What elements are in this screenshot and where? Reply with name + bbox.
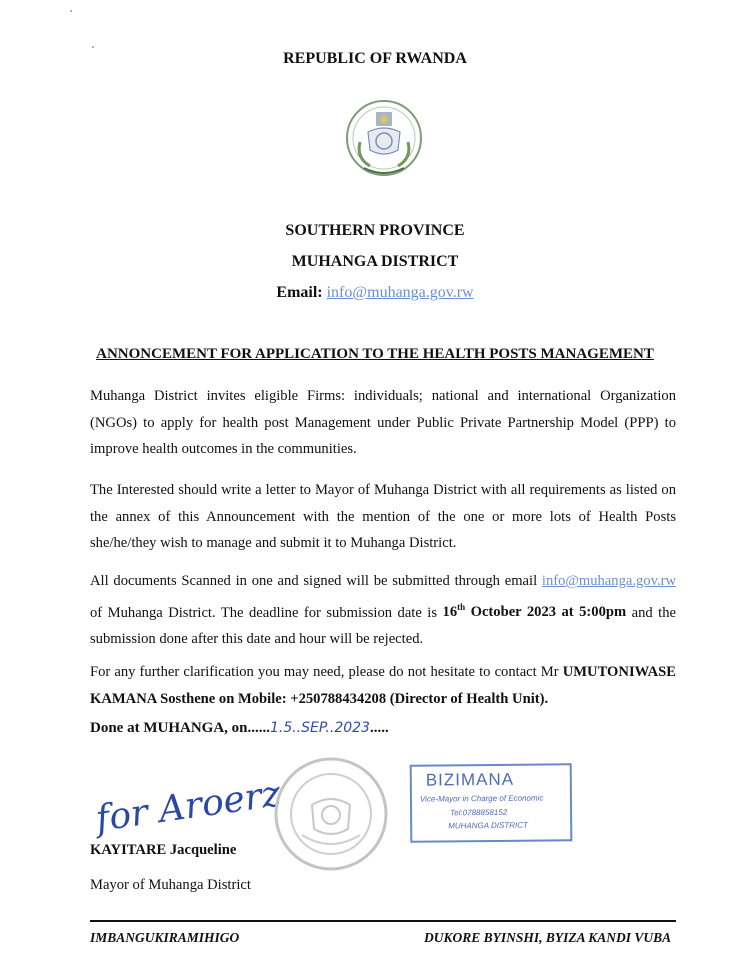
paragraph-contact [90, 659, 676, 712]
paragraph-invitation: Muhanga District invites eligible Firms: individuals; national and international Organization (NGOs) to apply for health post Management under Public Private Partnership Model (PPP) to improve health outcomes in the communities. [90, 388, 676, 457]
email-link[interactable]: info@muhanga.gov.rw [326, 284, 474, 301]
submission-email-link[interactable]: info@muhanga.gov.rw [541, 573, 676, 589]
scan-speck [92, 46, 94, 48]
footer-motto-left: IMBANGUKIRAMIHIGO [90, 930, 240, 945]
deadline: 16th October 2023 at 5:00pm [442, 602, 627, 621]
paragraph-submission [90, 568, 676, 652]
stamp-district: MUHANGA DISTRICT [448, 820, 528, 831]
district-title: MUHANGA DISTRICT [291, 253, 459, 270]
stamp-name: BIZIMANA [425, 769, 515, 790]
contact-person: UMUTONIWASE KAMANA Sosthene on Mobile: +250788434208 (Director of Health Unit). [90, 664, 676, 707]
footer-divider [90, 920, 676, 922]
email-label: Email: [276, 284, 323, 301]
rwanda-coat-of-arms-icon [342, 98, 426, 184]
contact-text: For any further clarification you may need, please do not hesitate to contact Mr [90, 664, 563, 680]
handwritten-date: 1.5..SEP..2023 [270, 720, 370, 736]
announcement-heading: ANNONCEMENT FOR APPLICATION TO THE HEALTH POSTS MANAGEMENT [96, 346, 654, 362]
submission-text: All documents Scanned in one and signed will be submitted through email [90, 573, 542, 589]
province-title: SOUTHERN PROVINCE [285, 222, 465, 239]
signature-text: for Aroerz [93, 773, 284, 840]
submission-text: of Muhanga District. The deadline for submission date is [90, 604, 443, 621]
signer-title: Mayor of Muhanga District [90, 877, 251, 893]
country-title: REPUBLIC OF RWANDA [283, 50, 467, 67]
official-stamp [410, 763, 573, 842]
stamp-phone: Tel:0788858152 [450, 807, 508, 818]
footer-motto-right: DUKORE BYINSHI, BYIZA KANDI VUBA [424, 930, 672, 945]
scan-speck [70, 10, 72, 12]
done-at-line: Done at MUHANGA, on......1.5..SEP..2023..... [90, 720, 389, 736]
signer-name: KAYITARE Jacqueline [90, 842, 237, 858]
paragraph-requirements: The Interested should write a letter to Mayor of Muhanga District with all requirements as listed on the annex of this Announcement with the mention of the one or more lots of Health Posts she/he/they wish to manage and submit it to Muhanga District. [90, 482, 676, 551]
email-line [0, 284, 750, 302]
stamp-role: Vice-Mayor in Charge of Economic [419, 793, 544, 804]
district-seal-icon [272, 755, 390, 873]
submission-text: and the submission done after this date and hour will be rejected. [90, 604, 676, 647]
